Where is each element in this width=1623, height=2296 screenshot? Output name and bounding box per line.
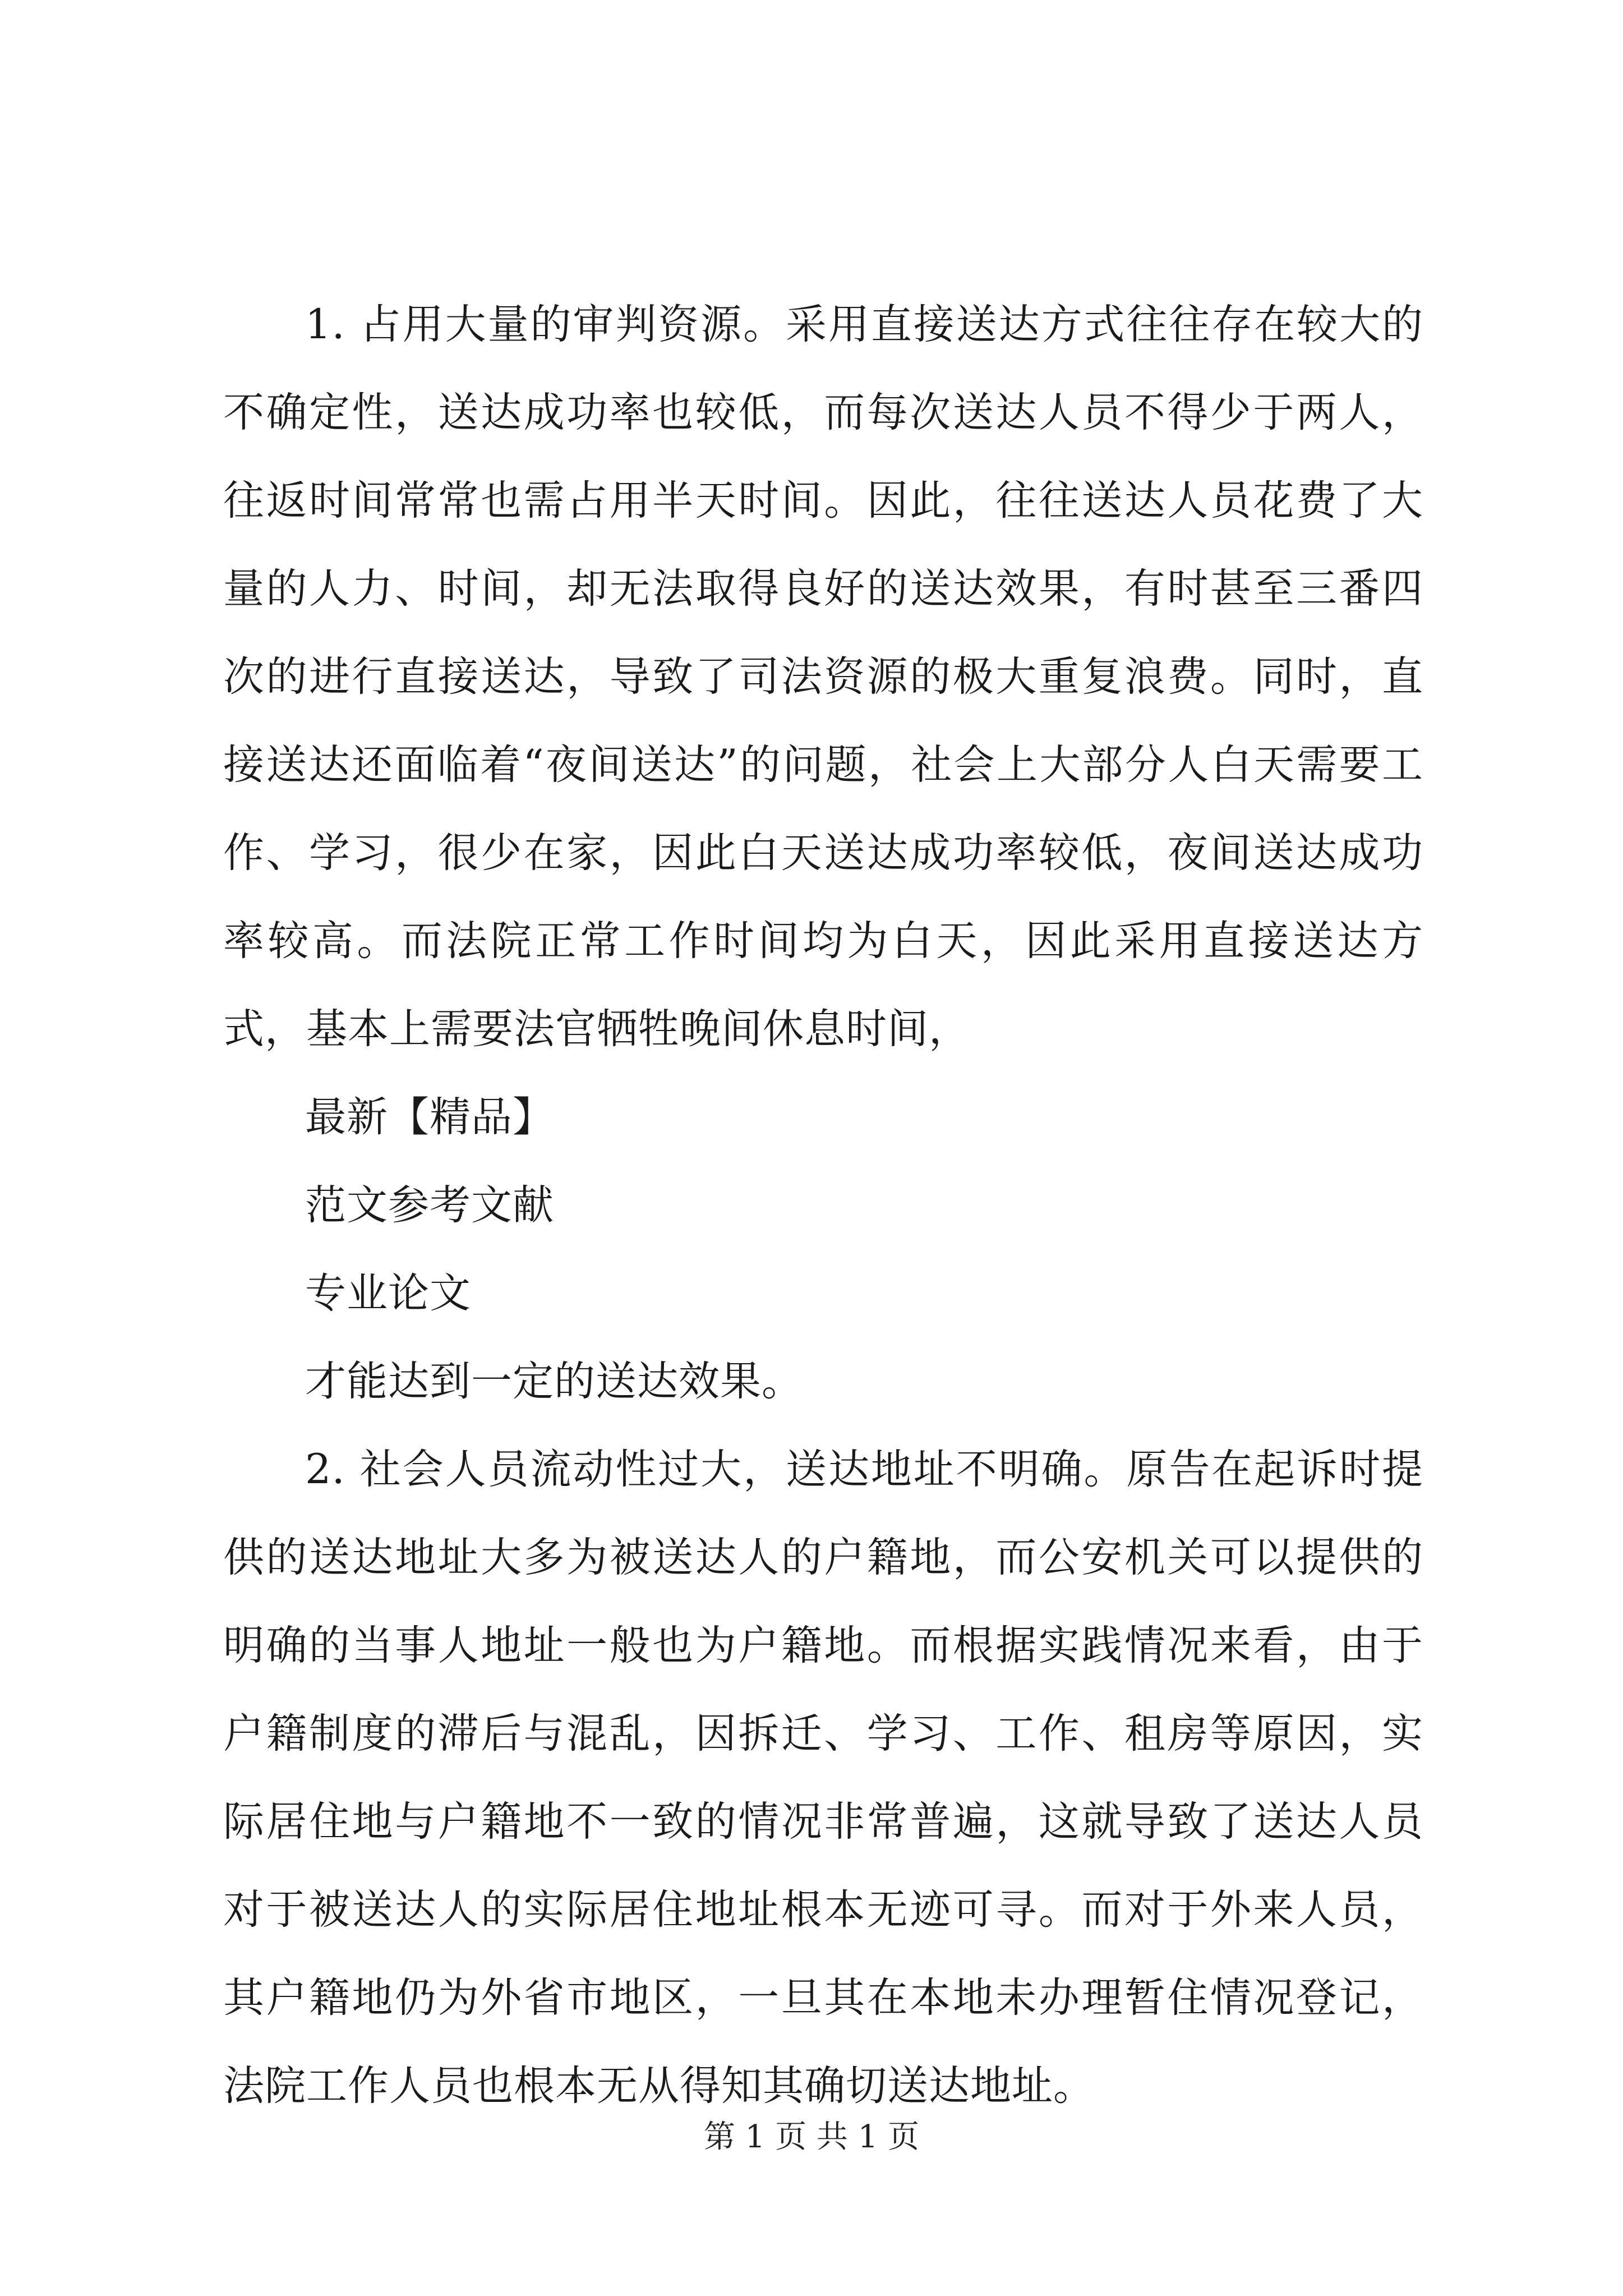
paragraph-3: 范文参考文献 — [305, 1181, 554, 1229]
paragraph-1: 1. 占用大量的审判资源。采用直接送达方式往往存在较大的不确定性，送达成功率也较低，而每次送达人员不得少于两人，往返时间常常也需占用半天时间。因此，往往送达人员花费了大量的人力、时间，却无法取得良好的送达效果，有时甚至三番四次的进行直接送达，导致了司法资源的极大重复浪费。同时，直接送达还面临着“夜间送达”的问题，社会上大部分人白天需要工作、学习，很少在家，因此白天送达成功率较低，夜间送达成功率较高。而法院正常工作时间均为白天，因此采用直接送达方式，基本上需要法官牺牲晚间休息时间， — [223, 301, 1423, 1053]
paragraph-2: 最新【精品】 — [305, 1093, 554, 1141]
paragraph-5: 才能达到一定的送达效果。 — [305, 1358, 803, 1405]
paragraph-6: 2. 社会人员流动性过大，送达地址不明确。原告在起诉时提供的送达地址大多为被送达人的户籍地，而公安机关可以提供的明确的当事人地址一般也为户籍地。而根据实践情况来看，由于户籍制度的滞后与混乱，因拆迁、学习、工作、租房等原因，实际居住地与户籍地不一致的情况非常普遍，这就导致了送达人员对于被送达人的实际居住地址根本无迹可寻。而对于外来人员，其户籍地仍为外省市地区，一旦其在本地未办理暂住情况登记，法院工作人员也根本无从得知其确切送达地址。 — [223, 1446, 1423, 2110]
page-footer — [0, 2115, 1623, 2160]
paragraph-4: 专业论文 — [305, 1269, 471, 1317]
page-number-label: 第 1 页 共 1 页 — [703, 2119, 920, 2155]
document-body — [223, 280, 1423, 2130]
